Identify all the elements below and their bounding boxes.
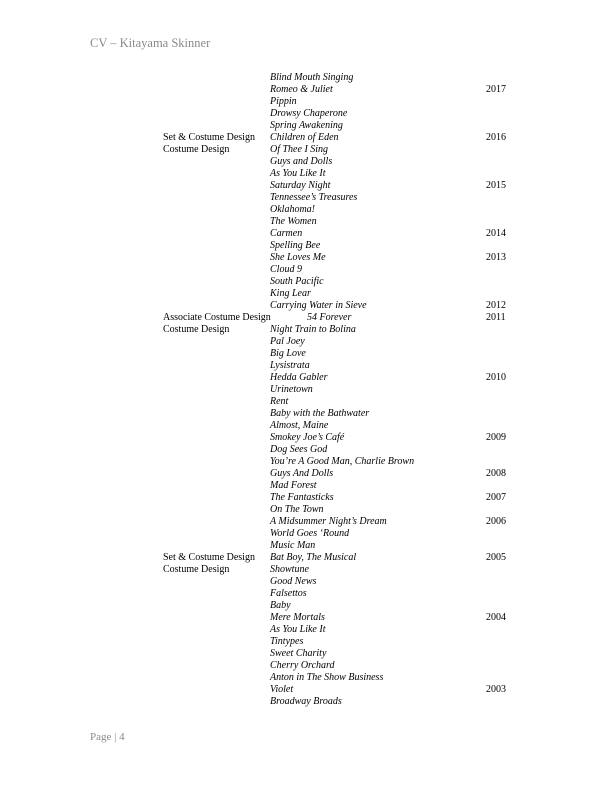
production-row xyxy=(0,468,612,480)
production-row xyxy=(0,132,612,144)
production-list xyxy=(0,72,612,708)
production-row xyxy=(0,252,612,264)
show-title: Spelling Bee xyxy=(270,240,321,251)
year-label: 2017 xyxy=(486,84,506,95)
show-title: South Pacific xyxy=(270,276,324,287)
production-row xyxy=(0,276,612,288)
production-row xyxy=(0,288,612,300)
year-label: 2003 xyxy=(486,684,506,695)
show-title: Of Thee I Sing xyxy=(270,144,329,155)
show-title: Cherry Orchard xyxy=(270,660,335,671)
show-title: Showtune xyxy=(270,564,309,575)
year-label: 2009 xyxy=(486,432,506,443)
role-label: Set & Costume Design xyxy=(163,132,255,143)
show-title: Romeo & Juliet xyxy=(270,84,333,95)
show-title: She Loves Me xyxy=(270,252,326,263)
show-title: Oklahoma! xyxy=(270,204,315,215)
role-label: Associate Costume Design xyxy=(163,312,271,323)
production-row xyxy=(0,480,612,492)
show-title: Saturday Night xyxy=(270,180,331,191)
show-title: On The Town xyxy=(270,504,324,515)
production-row xyxy=(0,204,612,216)
production-row xyxy=(0,564,612,576)
show-title: As You Like It xyxy=(270,624,326,635)
year-label: 2014 xyxy=(486,228,506,239)
show-title: Pippin xyxy=(270,96,297,107)
show-title: Carmen xyxy=(270,228,303,239)
production-row xyxy=(0,576,612,588)
production-row xyxy=(0,660,612,672)
production-row xyxy=(0,108,612,120)
show-title: The Women xyxy=(270,216,317,227)
production-row xyxy=(0,372,612,384)
show-title: Almost, Maine xyxy=(270,420,329,431)
production-row xyxy=(0,180,612,192)
production-row xyxy=(0,696,612,708)
show-title: Good News xyxy=(270,576,317,587)
show-title: Lysistrata xyxy=(270,360,310,371)
page-header: CV – Kitayama Skinner xyxy=(90,36,211,50)
production-row xyxy=(0,420,612,432)
year-label: 2008 xyxy=(486,468,506,479)
show-title: Pal Joey xyxy=(270,336,305,347)
show-title: 54 Forever xyxy=(307,312,352,323)
show-title: A Midsummer Night’s Dream xyxy=(270,516,387,527)
show-title: Broadway Broads xyxy=(270,696,342,707)
show-title: The Fantasticks xyxy=(270,492,334,503)
production-row xyxy=(0,540,612,552)
production-row xyxy=(0,444,612,456)
show-title: King Lear xyxy=(270,288,311,299)
production-row xyxy=(0,192,612,204)
production-row xyxy=(0,528,612,540)
role-label: Costume Design xyxy=(163,144,230,155)
year-label: 2013 xyxy=(486,252,506,263)
production-row xyxy=(0,324,612,336)
show-title: Spring Awakening xyxy=(270,120,343,131)
show-title: Night Train to Bolina xyxy=(270,324,356,335)
show-title: You’re A Good Man, Charlie Brown xyxy=(270,456,415,467)
show-title: World Goes ‘Round xyxy=(270,528,350,539)
show-title: Drowsy Chaperone xyxy=(270,108,348,119)
show-title: Rent xyxy=(270,396,289,407)
show-title: Big Love xyxy=(270,348,306,359)
year-label: 2016 xyxy=(486,132,506,143)
production-row xyxy=(0,156,612,168)
show-title: Cloud 9 xyxy=(270,264,302,275)
production-row xyxy=(0,516,612,528)
show-title: Children of Eden xyxy=(270,132,339,143)
production-row xyxy=(0,216,612,228)
show-title: Guys and Dolls xyxy=(270,156,333,167)
production-row xyxy=(0,168,612,180)
production-row xyxy=(0,432,612,444)
production-row xyxy=(0,144,612,156)
production-row xyxy=(0,120,612,132)
show-title: Anton in The Show Business xyxy=(270,672,384,683)
production-row xyxy=(0,684,612,696)
year-label: 2004 xyxy=(486,612,506,623)
production-row xyxy=(0,636,612,648)
year-label: 2011 xyxy=(486,312,506,323)
show-title: Music Man xyxy=(270,540,316,551)
production-row xyxy=(0,456,612,468)
show-title: Baby xyxy=(270,600,291,611)
role-label: Costume Design xyxy=(163,324,230,335)
year-label: 2005 xyxy=(486,552,506,563)
show-title: Smokey Joe’s Café xyxy=(270,432,345,443)
year-label: 2007 xyxy=(486,492,506,503)
show-title: Tennessee’s Treasures xyxy=(270,192,358,203)
production-row xyxy=(0,612,612,624)
role-label: Set & Costume Design xyxy=(163,552,255,563)
show-title: Urinetown xyxy=(270,384,313,395)
production-row xyxy=(0,648,612,660)
production-row xyxy=(0,552,612,564)
show-title: Dog Sees God xyxy=(270,444,328,455)
show-title: Guys And Dolls xyxy=(270,468,334,479)
year-label: 2012 xyxy=(486,300,506,311)
production-row xyxy=(0,396,612,408)
production-row xyxy=(0,72,612,84)
show-title: Blind Mouth Singing xyxy=(270,72,354,83)
show-title: Carrying Water in Sieve xyxy=(270,300,367,311)
show-title: Mad Forest xyxy=(270,480,317,491)
year-label: 2006 xyxy=(486,516,506,527)
show-title: Violet xyxy=(270,684,294,695)
show-title: Mere Mortals xyxy=(270,612,325,623)
production-row xyxy=(0,300,612,312)
production-row xyxy=(0,312,612,324)
year-label: 2015 xyxy=(486,180,506,191)
show-title: Baby with the Bathwater xyxy=(270,408,370,419)
production-row xyxy=(0,228,612,240)
production-row xyxy=(0,384,612,396)
show-title: As You Like It xyxy=(270,168,326,179)
show-title: Bat Boy, The Musical xyxy=(270,552,357,563)
production-row xyxy=(0,84,612,96)
show-title: Falsettos xyxy=(270,588,307,599)
production-row xyxy=(0,492,612,504)
production-row xyxy=(0,264,612,276)
production-row xyxy=(0,600,612,612)
production-row xyxy=(0,360,612,372)
show-title: Sweet Charity xyxy=(270,648,327,659)
year-label: 2010 xyxy=(486,372,506,383)
production-row xyxy=(0,336,612,348)
production-row xyxy=(0,672,612,684)
role-label: Costume Design xyxy=(163,564,230,575)
production-row xyxy=(0,624,612,636)
page-number: Page | 4 xyxy=(90,731,125,743)
production-row xyxy=(0,348,612,360)
production-row xyxy=(0,504,612,516)
production-row xyxy=(0,408,612,420)
production-row xyxy=(0,588,612,600)
production-row xyxy=(0,96,612,108)
production-row xyxy=(0,240,612,252)
show-title: Tintypes xyxy=(270,636,304,647)
show-title: Hedda Gabler xyxy=(270,372,328,383)
